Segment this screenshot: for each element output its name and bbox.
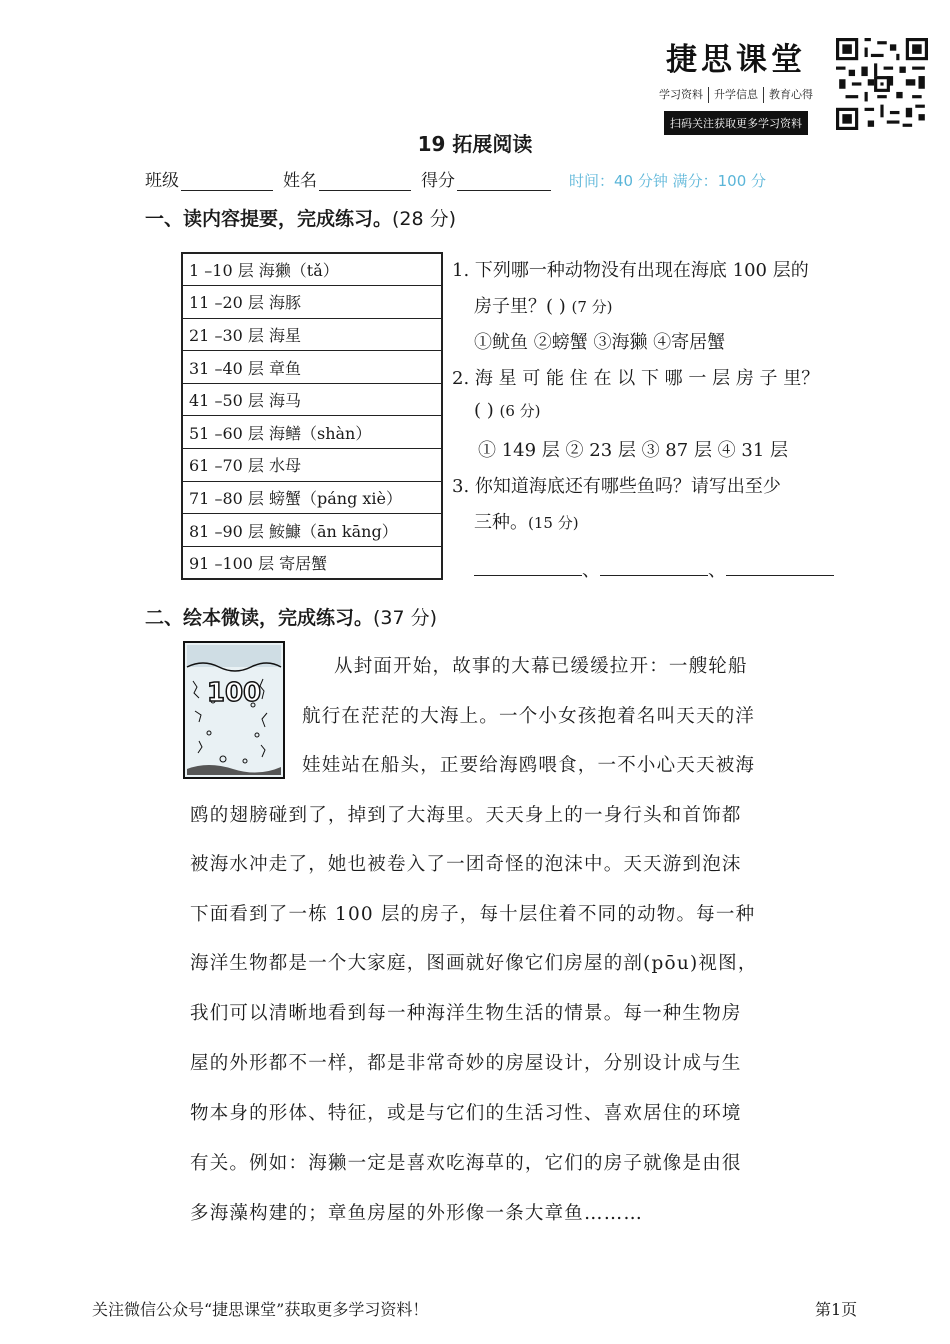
time-info: 时间：40 分钟 满分：100 分	[569, 172, 767, 190]
q2-points: (6 分)	[499, 402, 541, 420]
brand-tag: 升学信息	[709, 87, 764, 103]
passage-line: 娃娃站在船头，正要给海鸥喂食，一不小心天天被海	[302, 755, 756, 776]
floor-table	[181, 252, 443, 580]
floor-row: 41 –50 层 海马	[182, 383, 442, 416]
passage-line: 屋的外形都不一样，都是非常奇妙的房屋设计，分别设计成与生	[190, 1053, 742, 1074]
info-line	[145, 166, 766, 191]
floor-row: 51 –60 层 海鳝（shàn）	[182, 416, 442, 449]
q3-stem: 3. 你知道海底还有哪些鱼吗？请写出至少	[452, 476, 781, 497]
passage-line: 有关。例如：海獭一定是喜欢吃海草的，它们的房子就像是由很	[190, 1153, 742, 1174]
qr-code-icon[interactable]	[836, 38, 928, 130]
q2-options: ① 149 层 ② 23 层 ③ 87 层 ④ 31 层	[478, 440, 789, 461]
q3-points: (15 分)	[528, 514, 579, 532]
q2-stem-2	[474, 400, 541, 421]
q3-answer-blanks	[474, 556, 834, 582]
passage-line: 鸥的翅膀碰到了，掉到了大海里。天天身上的一身行头和首饰都	[190, 805, 742, 826]
page-title: 19 拓展阅读	[417, 132, 533, 156]
floor-row: 71 –80 层 螃蟹（páng xiè）	[182, 481, 442, 514]
q1-points: (7 分)	[571, 298, 613, 316]
floor-row: 31 –40 层 章鱼	[182, 351, 442, 384]
q3-answer-blank[interactable]	[474, 556, 582, 576]
brand-tag: 学习资料	[654, 87, 709, 103]
q1-options: ①鱿鱼 ②螃蟹 ③海獭 ④寄居蟹	[474, 332, 726, 353]
floor-row: 61 –70 层 水母	[182, 449, 442, 482]
section1-heading	[145, 204, 456, 231]
page-number: 第1页	[815, 1300, 858, 1319]
score-label: 得分	[421, 171, 455, 191]
q3-answer-blank[interactable]	[726, 556, 834, 576]
passage-line: 物本身的形体、特征，或是与它们的生活习性、喜欢居住的环境	[190, 1103, 742, 1124]
q2-stem: 2. 海 星 可 能 住 在 以 下 哪 一 层 房 子 里？	[452, 368, 820, 389]
section2-heading	[145, 603, 437, 630]
class-label: 班级	[145, 171, 179, 191]
brand-header	[652, 34, 820, 135]
section2-points: (37 分)	[373, 607, 438, 629]
q3-answer-blank[interactable]	[600, 556, 708, 576]
brand-tags	[652, 87, 820, 103]
name-blank[interactable]	[319, 171, 411, 191]
floor-row: 91 –100 层 寄居蟹	[182, 546, 442, 579]
passage-line: 海洋生物都是一个大家庭，图画就好像它们房屋的剖(pōu)视图，	[190, 953, 758, 974]
passage-line: 被海水冲走了，她也被卷入了一团奇怪的泡沫中。天天游到泡沫	[190, 854, 742, 875]
q3-separator: 、	[582, 560, 600, 581]
brand-bar: 扫码关注获取更多学习资料	[664, 111, 808, 135]
passage-line: 航行在茫茫的大海上。一个小女孩抱着名叫天天的洋	[302, 706, 756, 727]
q1-answer-paren[interactable]: 房子里？( )	[474, 296, 566, 317]
section1-heading-text: 一、读内容提要，完成练习。	[145, 208, 393, 230]
section1-points: (28 分)	[392, 208, 457, 230]
name-label: 姓名	[283, 171, 317, 191]
brand-tag: 教育心得	[769, 88, 813, 101]
passage-line: 我们可以清晰地看到每一种海洋生物生活的情景。每一种生物房	[190, 1003, 742, 1024]
floor-row: 81 –90 层 鮟鱇（ān kāng）	[182, 514, 442, 547]
footer-note: 关注微信公众号“捷思课堂”获取更多学习资料！	[92, 1300, 429, 1319]
cover-number: 100	[206, 678, 262, 708]
q1-stem-2	[474, 292, 613, 318]
q3-separator: 、	[708, 560, 726, 581]
passage-line: 下面看到了一栋 100 层的房子，每十层住着不同的动物。每一种	[190, 904, 756, 925]
section2-heading-text: 二、绘本微读，完成练习。	[145, 607, 374, 629]
q1-stem: 1. 下列哪一种动物没有出现在海底 100 层的	[452, 260, 809, 281]
brand-name: 捷思课堂	[666, 42, 806, 78]
q2-answer-paren[interactable]: ( )	[474, 400, 494, 421]
floor-row: 21 –30 层 海星	[182, 318, 442, 351]
floor-row: 1 –10 层 海獭（tǎ）	[182, 253, 442, 286]
book-cover-image	[183, 641, 285, 779]
q3-stem-text: 三种。	[474, 512, 528, 533]
passage-line: 多海藻构建的；章鱼房屋的外形像一条大章鱼………	[190, 1203, 644, 1224]
floor-row: 11 –20 层 海豚	[182, 286, 442, 319]
q3-stem-2	[474, 508, 579, 534]
passage-line: 从封面开始，故事的大幕已缓缓拉开：一艘轮船	[334, 656, 748, 677]
class-blank[interactable]	[181, 171, 273, 191]
score-blank[interactable]	[457, 171, 551, 191]
